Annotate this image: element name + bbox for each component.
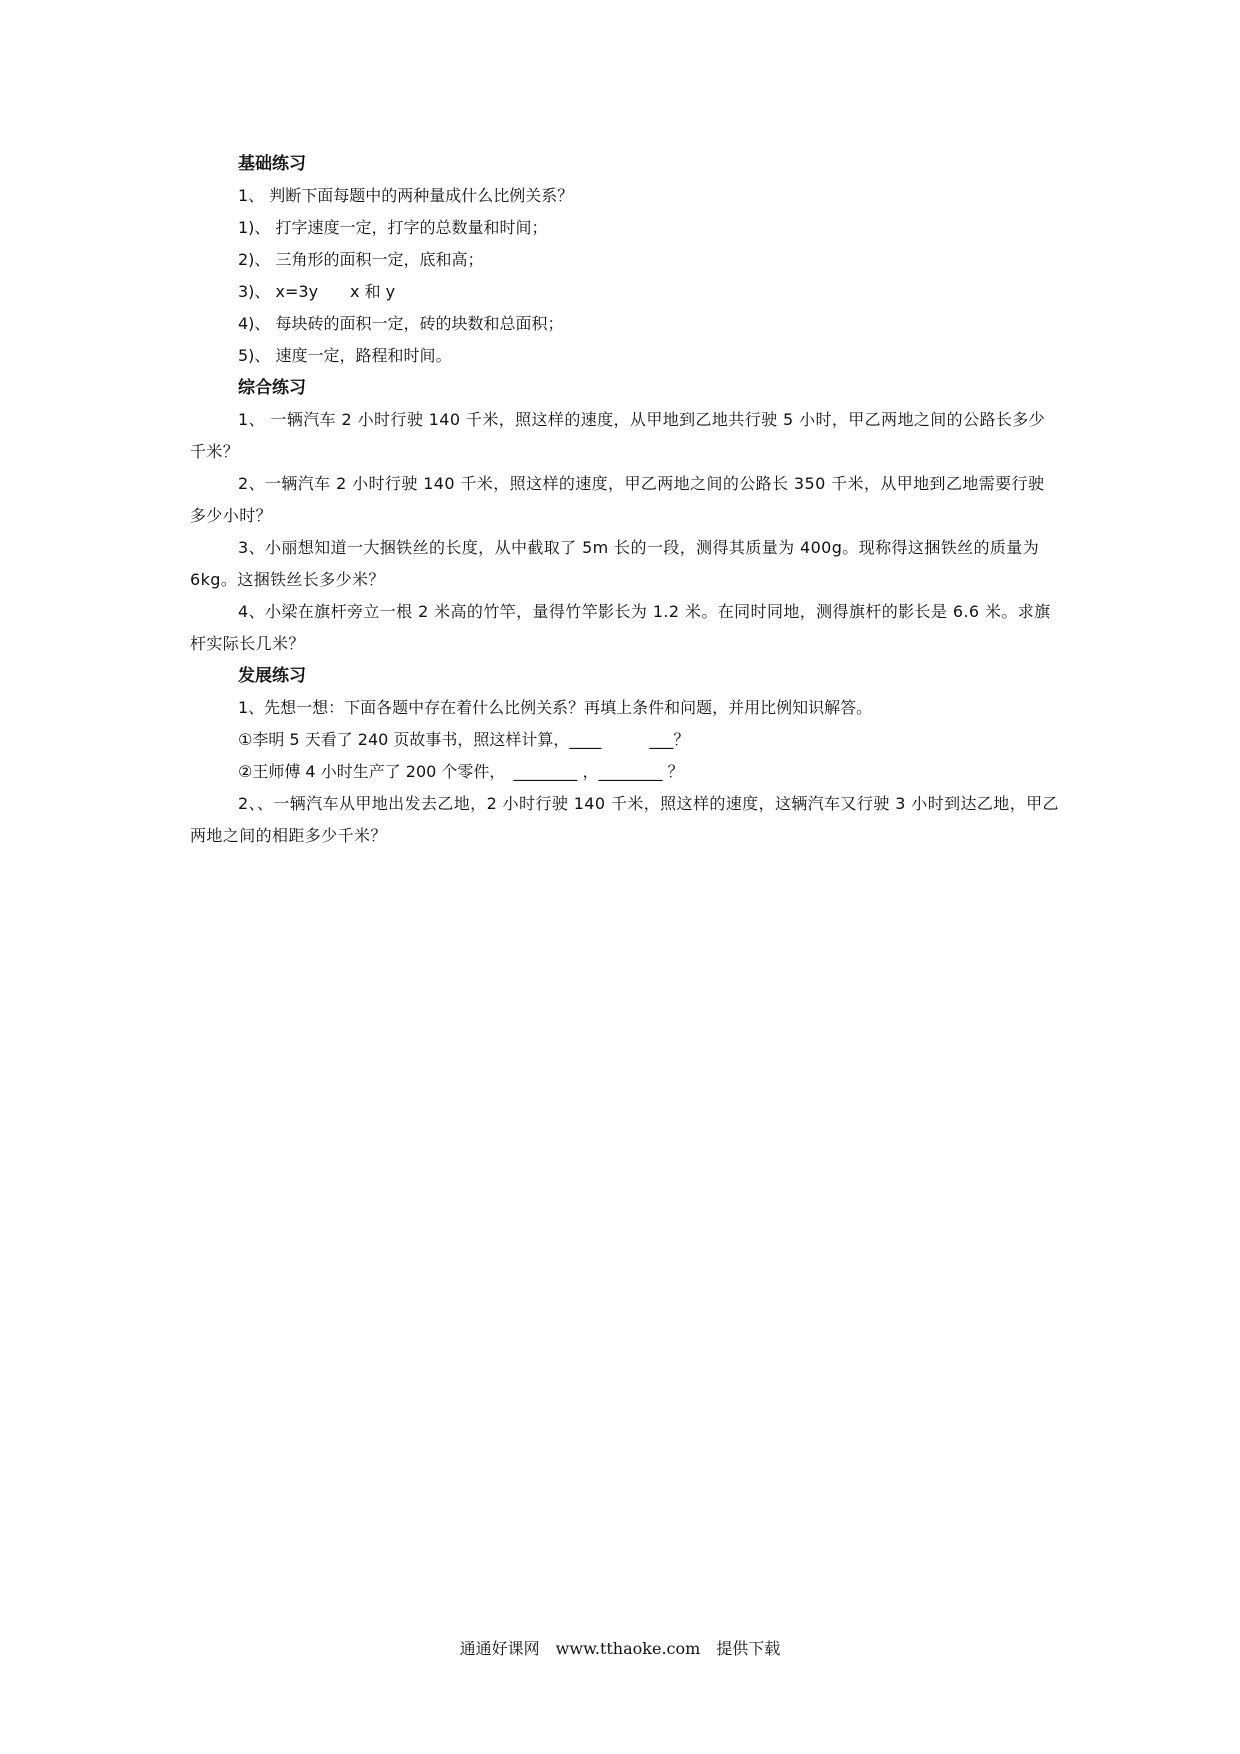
basic-question-1-part-2: 2)、 三角形的面积一定，底和高； [238,250,484,269]
basic-question-1-part-5: 5)、 速度一定，路程和时间。 [238,346,452,365]
section-heading-basic: 基础练习 [238,154,306,174]
basic-question-1-part-3: 3)、 x=3y x 和 y [238,282,396,301]
basic-question-1-part-1: 1)、 打字速度一定，打字的总数量和时间； [238,218,548,237]
comprehensive-question-1: 1、 一辆汽车 2 小时行驶 140 千米，照这样的速度，从甲地到乙地共行驶 5 小时，甲乙两地之间的公路长多少千米？ [190,410,1046,461]
basic-question-1-part-4: 4)、 每块砖的面积一定，砖的块数和总面积； [238,314,564,333]
development-question-1-sub-2: ②王师傅 4 小时生产了 200 个零件， ________ ，________ ？ [238,762,684,781]
page-footer: 通通好课网 www.tthaoke.com 提供下载 [459,1639,781,1658]
development-question-1: 1、先想一想：下面各题中存在着什么比例关系？再填上条件和问题，并用比例知识解答。 [238,698,873,717]
comprehensive-question-3: 3、小丽想知道一大捆铁丝的长度，从中截取了 5m 长的一段，测得其质量为 400g。现称得这捆铁丝的质量为 6kg。这捆铁丝长多少米？ [190,538,1040,589]
section-heading-development: 发展练习 [238,666,306,686]
development-question-2: 2、、一辆汽车从甲地出发去乙地，2 小时行驶 140 千米，照这样的速度，这辆汽车又行驶 3 小时到达乙地，甲乙两地之间的相距多少千米？ [190,794,1059,845]
document-content [190,148,1060,852]
section-heading-comprehensive: 综合练习 [238,378,306,398]
comprehensive-question-2: 2、一辆汽车 2 小时行驶 140 千米，照这样的速度，甲乙两地之间的公路长 350 千米，从甲地到乙地需要行驶多少小时？ [190,474,1045,525]
comprehensive-question-4: 4、小梁在旗杆旁立一根 2 米高的竹竿，量得竹竿影长为 1.2 米。在同时同地，测得旗杆的影长是 6.6 米。求旗杆实际长几米？ [190,602,1051,653]
development-question-1-sub-1: ①李明 5 天看了 240 页故事书，照这样计算，____ ___？ [238,730,690,749]
basic-question-1: 1、 判断下面每题中的两种量成什么比例关系？ [238,186,574,205]
